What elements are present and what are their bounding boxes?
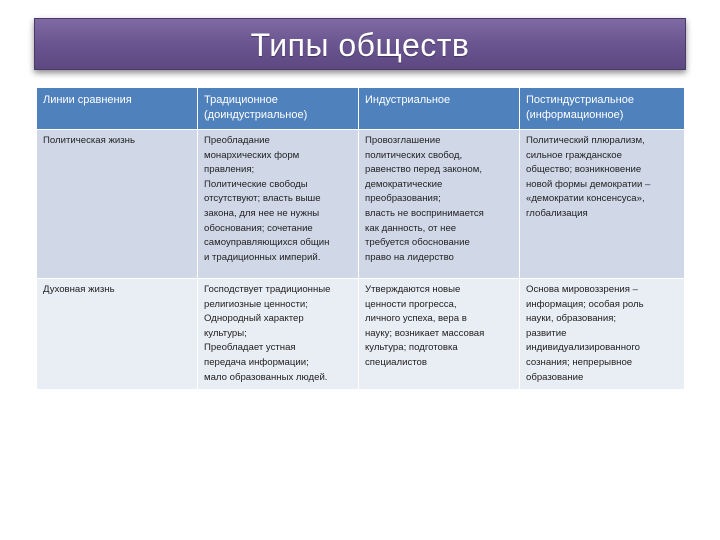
cell-text: Господствует традиционные религиозные ценности; Однородный характер культуры; Преобладает устная передача информации; мало образованных людей.	[204, 284, 331, 383]
comparison-table	[36, 87, 685, 390]
postindustrial-cell	[520, 130, 684, 278]
row-label-cell	[37, 279, 197, 389]
cell-text: Утверждаются новые ценности прогресса, личного успеха, вера в науку; возникает массовая культура; подготовка специалистов	[365, 284, 485, 368]
header-traditional	[198, 88, 358, 129]
table-row	[37, 279, 684, 389]
industrial-cell	[359, 130, 519, 278]
industrial-cell	[359, 279, 519, 389]
slide-title: Типы обществ	[250, 26, 470, 63]
header-label: Традиционное (доиндустриальное)	[204, 94, 308, 121]
table-header-row	[37, 88, 684, 129]
header-label: Постиндустриальное (информационное)	[526, 94, 634, 121]
slide-title-banner	[34, 18, 686, 70]
cell-text: Политический плюрализм, сильное гражданское общество; возникновение новой формы демократии – «демократии консенсуса», глобализация	[526, 135, 651, 219]
traditional-cell	[198, 130, 358, 278]
header-label: Линии сравнения	[43, 94, 132, 106]
table-row	[37, 130, 684, 278]
header-label: Индустриальное	[365, 94, 451, 106]
traditional-cell	[198, 279, 358, 389]
cell-text: Преобладание монархических форм правления; Политические свободы отсутствуют; власть выше закона, для нее не нужны обоснования; сочетание самоуправляющихся общин и традиционных империй.	[204, 135, 330, 263]
header-comparison-lines	[37, 88, 197, 129]
row-label: Политическая жизнь	[43, 135, 135, 146]
header-industrial	[359, 88, 519, 129]
row-label-cell	[37, 130, 197, 278]
cell-text: Основа мировоззрения – информация; особая роль науки, образования; развитие индивидуализированного сознания; непрерывное образование	[526, 284, 644, 383]
header-postindustrial	[520, 88, 684, 129]
row-label: Духовная жизнь	[43, 284, 115, 295]
cell-text: Провозглашение политических свобод, равенство перед законом, демократические преобразования; власть не воспринимается как данность, от нее требуется обоснование право на лидерство	[365, 135, 484, 263]
postindustrial-cell	[520, 279, 684, 389]
